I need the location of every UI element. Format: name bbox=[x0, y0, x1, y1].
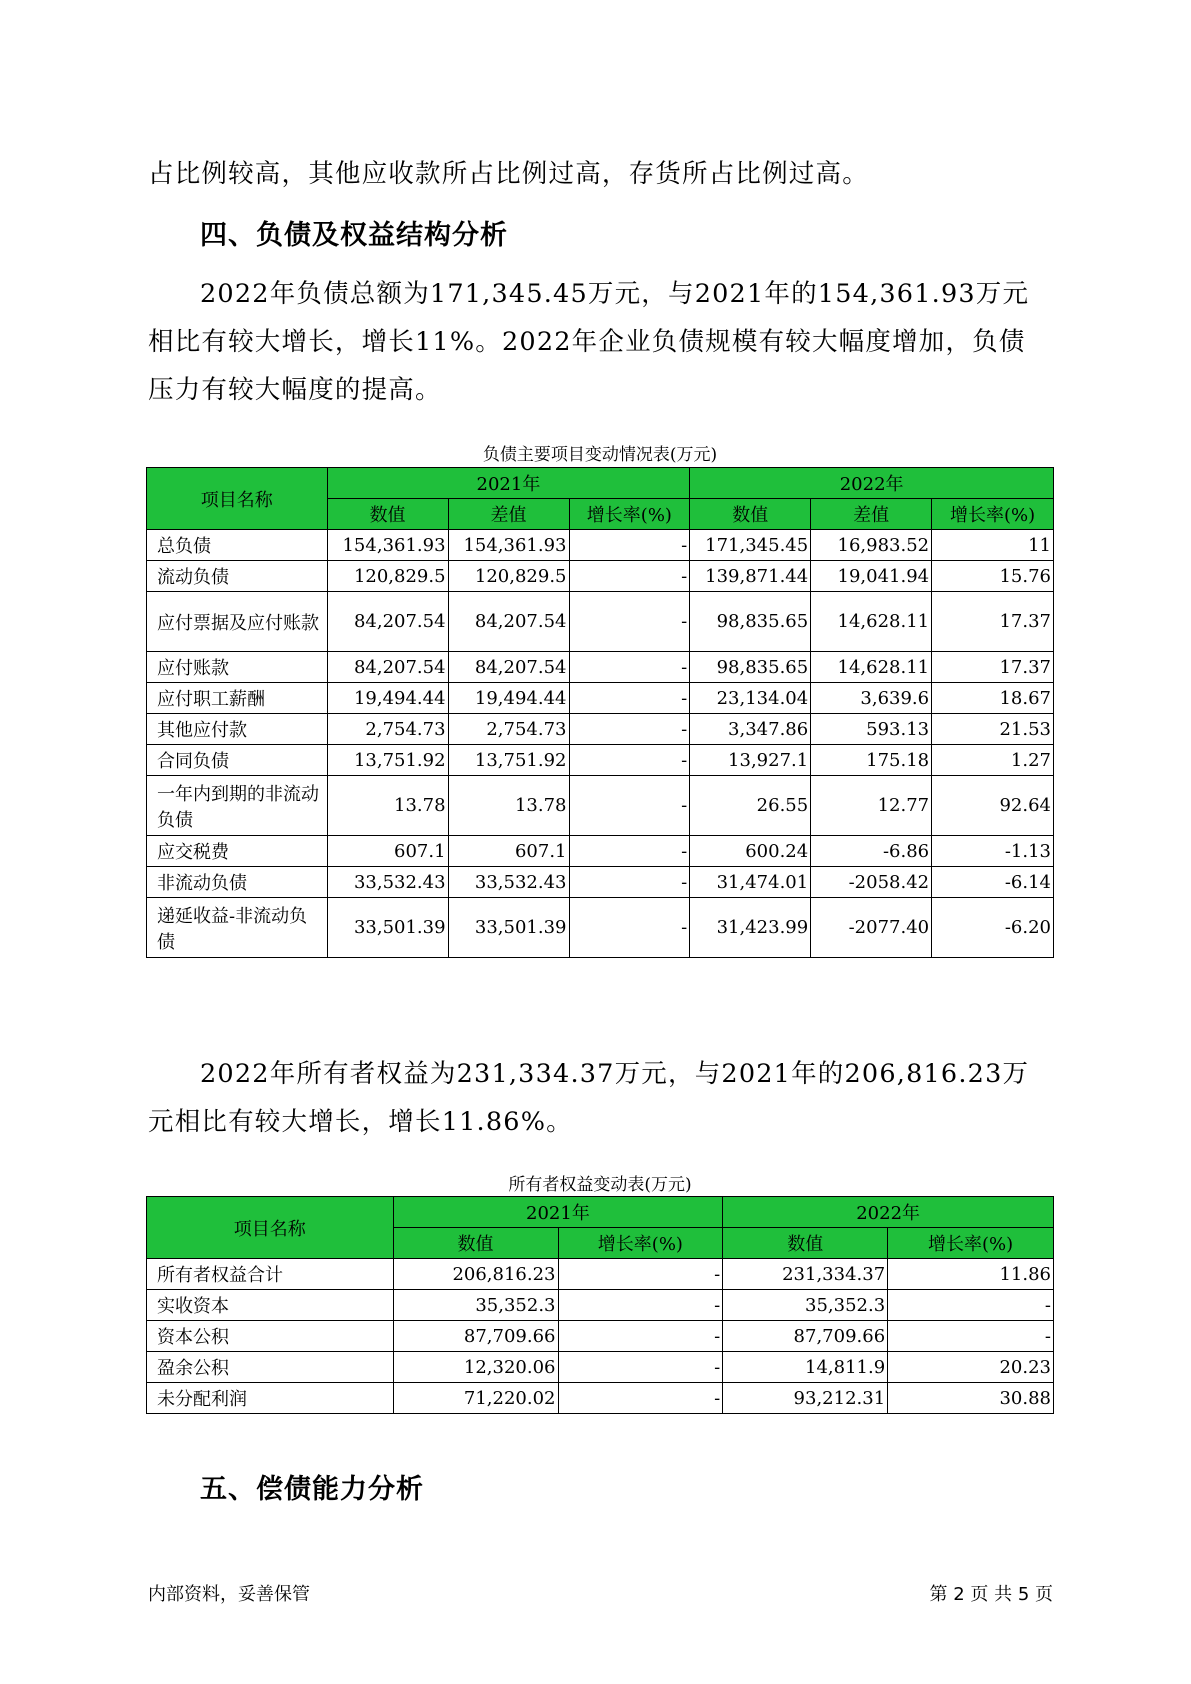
equity-sub-value-1: 数值 bbox=[393, 1228, 558, 1259]
debt-cell-r2: 11 bbox=[932, 530, 1054, 561]
debt-row-name: 流动负债 bbox=[147, 561, 328, 592]
equity-year2: 2022年 bbox=[723, 1197, 1054, 1228]
debt-cell-d2: 14,628.11 bbox=[811, 592, 932, 652]
equity-row-name: 实收资本 bbox=[147, 1290, 394, 1321]
equity-row bbox=[147, 1321, 1054, 1352]
debt-cell-d1: 2,754.73 bbox=[448, 714, 569, 745]
debt-cell-v1: 154,361.93 bbox=[327, 530, 448, 561]
debt-cell-v2: 98,835.65 bbox=[690, 652, 811, 683]
debt-row bbox=[147, 867, 1054, 898]
debt-cell-r1: - bbox=[569, 867, 690, 898]
equity-table-body bbox=[147, 1259, 1054, 1414]
debt-row bbox=[147, 592, 1054, 652]
debt-cell-d1: 154,361.93 bbox=[448, 530, 569, 561]
debt-sub-rate-2: 增长率(%) bbox=[932, 499, 1054, 530]
equity-row bbox=[147, 1290, 1054, 1321]
debt-cell-v2: 98,835.65 bbox=[690, 592, 811, 652]
equity-row bbox=[147, 1383, 1054, 1414]
debt-year1: 2021年 bbox=[327, 468, 690, 499]
equity-cell-r1: - bbox=[558, 1383, 723, 1414]
debt-row bbox=[147, 836, 1054, 867]
debt-cell-v1: 19,494.44 bbox=[327, 683, 448, 714]
debt-cell-v2: 3,347.86 bbox=[690, 714, 811, 745]
debt-cell-r1: - bbox=[569, 561, 690, 592]
equity-sub-rate-1: 增长率(%) bbox=[558, 1228, 723, 1259]
debt-row-name: 其他应付款 bbox=[147, 714, 328, 745]
equity-cell-r2: 11.86 bbox=[888, 1259, 1054, 1290]
section5-title: 五、偿债能力分析 bbox=[200, 1474, 424, 1505]
equity-paragraph bbox=[148, 1050, 1052, 1146]
debt-row-name: 合同负债 bbox=[147, 745, 328, 776]
equity-cell-v2: 87,709.66 bbox=[723, 1321, 888, 1352]
debt-cell-d2: 16,983.52 bbox=[811, 530, 932, 561]
equity-cell-v2: 14,811.9 bbox=[723, 1352, 888, 1383]
equity-row-name: 所有者权益合计 bbox=[147, 1259, 394, 1290]
debt-cell-v1: 2,754.73 bbox=[327, 714, 448, 745]
equity-sub-value-2: 数值 bbox=[723, 1228, 888, 1259]
debt-cell-d2: -6.86 bbox=[811, 836, 932, 867]
debt-table-caption: 负债主要项目变动情况表(万元) bbox=[482, 445, 718, 465]
debt-cell-d1: 84,207.54 bbox=[448, 652, 569, 683]
debt-cell-d1: 13.78 bbox=[448, 776, 569, 836]
debt-cell-d2: -2058.42 bbox=[811, 867, 932, 898]
footer-left: 内部资料，妥善保管 bbox=[148, 1584, 310, 1605]
debt-cell-v2: 139,871.44 bbox=[690, 561, 811, 592]
debt-row bbox=[147, 714, 1054, 745]
debt-cell-d2: -2077.40 bbox=[811, 898, 932, 958]
debt-cell-r2: -6.20 bbox=[932, 898, 1054, 958]
debt-cell-v2: 26.55 bbox=[690, 776, 811, 836]
debt-cell-r2: -1.13 bbox=[932, 836, 1054, 867]
debt-row bbox=[147, 776, 1054, 836]
debt-row-name: 递延收益-非流动负债 bbox=[147, 898, 328, 958]
debt-cell-r2: 1.27 bbox=[932, 745, 1054, 776]
equity-cell-v1: 71,220.02 bbox=[393, 1383, 558, 1414]
equity-cell-r1: - bbox=[558, 1321, 723, 1352]
debt-cell-r1: - bbox=[569, 836, 690, 867]
equity-cell-r2: - bbox=[888, 1290, 1054, 1321]
equity-cell-r2: 30.88 bbox=[888, 1383, 1054, 1414]
debt-cell-v2: 13,927.1 bbox=[690, 745, 811, 776]
debt-cell-d2: 19,041.94 bbox=[811, 561, 932, 592]
debt-cell-d1: 33,501.39 bbox=[448, 898, 569, 958]
debt-row bbox=[147, 683, 1054, 714]
debt-sub-diff-1: 差值 bbox=[448, 499, 569, 530]
equity-cell-v1: 87,709.66 bbox=[393, 1321, 558, 1352]
debt-cell-r1: - bbox=[569, 652, 690, 683]
debt-sub-diff-2: 差值 bbox=[811, 499, 932, 530]
debt-cell-r2: 92.64 bbox=[932, 776, 1054, 836]
debt-sub-value-2: 数值 bbox=[690, 499, 811, 530]
equity-row-name: 未分配利润 bbox=[147, 1383, 394, 1414]
debt-row bbox=[147, 530, 1054, 561]
equity-cell-r1: - bbox=[558, 1352, 723, 1383]
section4-paragraph bbox=[148, 270, 1052, 414]
debt-row bbox=[147, 898, 1054, 958]
debt-cell-v2: 171,345.45 bbox=[690, 530, 811, 561]
debt-year2: 2022年 bbox=[690, 468, 1054, 499]
debt-cell-r1: - bbox=[569, 776, 690, 836]
debt-row-name: 应交税费 bbox=[147, 836, 328, 867]
equity-cell-v1: 35,352.3 bbox=[393, 1290, 558, 1321]
section4-paragraph-text: 2022年负债总额为171,345.45万元，与2021年的154,361.93万元相比有较大增长，增长11%。2022年企业负债规模有较大幅度增加，负债压力有较大幅度的提高。 bbox=[148, 279, 1030, 405]
debt-cell-v2: 31,474.01 bbox=[690, 867, 811, 898]
equity-cell-v1: 12,320.06 bbox=[393, 1352, 558, 1383]
debt-row-name: 一年内到期的非流动负债 bbox=[147, 776, 328, 836]
debt-row-name: 总负债 bbox=[147, 530, 328, 561]
equity-year1: 2021年 bbox=[393, 1197, 723, 1228]
equity-sub-rate-2: 增长率(%) bbox=[888, 1228, 1054, 1259]
equity-paragraph-text: 2022年所有者权益为231,334.37万元，与2021年的206,816.23万元相比有较大增长，增长11.86%。 bbox=[148, 1059, 1030, 1137]
debt-cell-v2: 600.24 bbox=[690, 836, 811, 867]
debt-cell-r2: -6.14 bbox=[932, 867, 1054, 898]
section4-title: 四、负债及权益结构分析 bbox=[200, 220, 508, 251]
equity-cell-r1: - bbox=[558, 1259, 723, 1290]
debt-cell-d1: 84,207.54 bbox=[448, 592, 569, 652]
debt-cell-r2: 15.76 bbox=[932, 561, 1054, 592]
debt-cell-r1: - bbox=[569, 714, 690, 745]
debt-cell-d1: 120,829.5 bbox=[448, 561, 569, 592]
debt-table-body bbox=[147, 530, 1054, 958]
debt-row-name: 应付票据及应付账款 bbox=[147, 592, 328, 652]
debt-cell-r2: 17.37 bbox=[932, 592, 1054, 652]
debt-row-name: 应付账款 bbox=[147, 652, 328, 683]
debt-cell-r1: - bbox=[569, 683, 690, 714]
debt-sub-rate-1: 增长率(%) bbox=[569, 499, 690, 530]
debt-cell-d2: 593.13 bbox=[811, 714, 932, 745]
debt-cell-r2: 17.37 bbox=[932, 652, 1054, 683]
debt-row bbox=[147, 561, 1054, 592]
debt-cell-v1: 33,532.43 bbox=[327, 867, 448, 898]
intro-line: 占比例较高，其他应收款所占比例过高，存货所占比例过高。 bbox=[148, 159, 869, 189]
debt-cell-v1: 84,207.54 bbox=[327, 592, 448, 652]
debt-cell-r1: - bbox=[569, 592, 690, 652]
equity-cell-r2: - bbox=[888, 1321, 1054, 1352]
debt-cell-r1: - bbox=[569, 745, 690, 776]
debt-row-name: 非流动负债 bbox=[147, 867, 328, 898]
debt-sub-value-1: 数值 bbox=[327, 499, 448, 530]
equity-cell-v1: 206,816.23 bbox=[393, 1259, 558, 1290]
debt-cell-r1: - bbox=[569, 530, 690, 561]
debt-cell-v1: 33,501.39 bbox=[327, 898, 448, 958]
debt-cell-r2: 18.67 bbox=[932, 683, 1054, 714]
equity-cell-v2: 93,212.31 bbox=[723, 1383, 888, 1414]
equity-table-caption: 所有者权益变动表(万元) bbox=[508, 1175, 692, 1195]
debt-cell-r1: - bbox=[569, 898, 690, 958]
debt-cell-v1: 84,207.54 bbox=[327, 652, 448, 683]
debt-cell-d2: 175.18 bbox=[811, 745, 932, 776]
debt-cell-d1: 33,532.43 bbox=[448, 867, 569, 898]
debt-cell-v1: 607.1 bbox=[327, 836, 448, 867]
footer-page-number: 第 2 页 共 5 页 bbox=[929, 1584, 1053, 1605]
debt-cell-v1: 13,751.92 bbox=[327, 745, 448, 776]
equity-col-name: 项目名称 bbox=[147, 1197, 394, 1259]
debt-cell-d2: 14,628.11 bbox=[811, 652, 932, 683]
equity-cell-r2: 20.23 bbox=[888, 1352, 1054, 1383]
equity-row-name: 资本公积 bbox=[147, 1321, 394, 1352]
debt-row bbox=[147, 745, 1054, 776]
debt-cell-v1: 120,829.5 bbox=[327, 561, 448, 592]
equity-cell-r1: - bbox=[558, 1290, 723, 1321]
debt-cell-d2: 3,639.6 bbox=[811, 683, 932, 714]
equity-cell-v2: 35,352.3 bbox=[723, 1290, 888, 1321]
debt-cell-d1: 13,751.92 bbox=[448, 745, 569, 776]
equity-cell-v2: 231,334.37 bbox=[723, 1259, 888, 1290]
debt-cell-v2: 23,134.04 bbox=[690, 683, 811, 714]
equity-row bbox=[147, 1259, 1054, 1290]
debt-cell-r2: 21.53 bbox=[932, 714, 1054, 745]
equity-table bbox=[146, 1196, 1054, 1414]
equity-row bbox=[147, 1352, 1054, 1383]
debt-cell-v1: 13.78 bbox=[327, 776, 448, 836]
debt-cell-v2: 31,423.99 bbox=[690, 898, 811, 958]
equity-row-name: 盈余公积 bbox=[147, 1352, 394, 1383]
debt-cell-d2: 12.77 bbox=[811, 776, 932, 836]
debt-cell-d1: 19,494.44 bbox=[448, 683, 569, 714]
debt-cell-d1: 607.1 bbox=[448, 836, 569, 867]
debt-col-name: 项目名称 bbox=[147, 468, 328, 530]
debt-row bbox=[147, 652, 1054, 683]
debt-table bbox=[146, 467, 1054, 958]
debt-row-name: 应付职工薪酬 bbox=[147, 683, 328, 714]
